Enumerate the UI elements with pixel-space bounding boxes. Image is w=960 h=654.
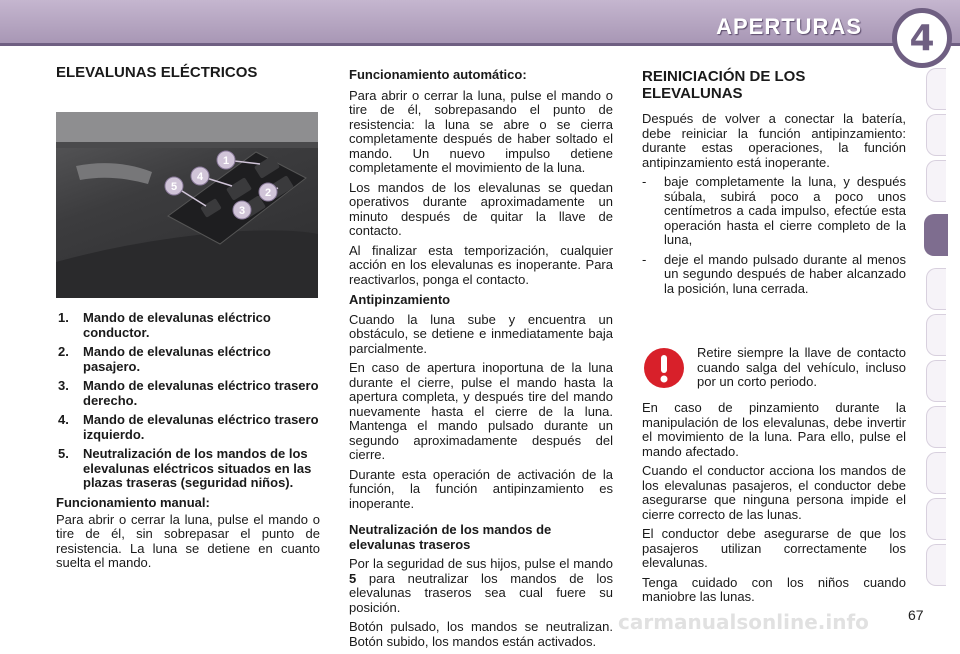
tab[interactable] [926, 68, 946, 110]
auto-paragraph-1: Para abrir o cerrar la luna, pulse el mando o tire de él, sobrepasando el punto de resistencia: la luna se abre o se cierra completamente después de haber soltado el mando. Un nuevo impulso detiene completamente el movimiento de la luna. [349, 87, 613, 175]
manual-text: Para abrir o cerrar la luna, pulse el mando o tire de él, sin sobrepasar el punto de resistencia. La luna se detiene en cuanto suelta el mando. [56, 511, 320, 570]
callout-4 [191, 167, 209, 185]
reset-intro: Después de volver a conectar la batería, debe reiniciar la función antipinzamiento: durante estas operaciones, la función antipinzamiento está inoperante. [642, 111, 906, 170]
list-item: 3. Mando de elevalunas eléctrico trasero derecho. [58, 378, 319, 408]
callout-3 [233, 201, 251, 219]
door-handle [76, 163, 152, 184]
button-ref-5: 5 [349, 570, 357, 586]
list-item: - deje el mando pulsado durante al menos un segundo después de haber alcanzado la posición, luna cerrada. [642, 251, 906, 296]
heading-electric-windows: ELEVALUNAS ELÉCTRICOS [56, 64, 258, 81]
list-item: 4. Mando de elevalunas eléctrico trasero izquierdo. [58, 412, 319, 442]
watermark: carmanualsonline.info [618, 610, 869, 634]
rear-lock-title: Neutralización de los mandos de elevalunas traseros [349, 522, 552, 552]
tab[interactable] [926, 498, 946, 540]
door-panel-illustration [56, 112, 318, 298]
numbered-legend [58, 311, 320, 496]
manual-title: Funcionamiento manual: [56, 495, 210, 510]
list-item: 5. Neutralización de los mandos de los elevalunas eléctricos situados en las plazas traseras (seguridad niños). [58, 446, 312, 490]
antipinch-title: Antipinzamiento [349, 292, 451, 307]
chapter-tabs [926, 68, 946, 598]
callout-5 [165, 177, 183, 195]
callout-2 [259, 183, 277, 201]
column-3 [642, 68, 906, 301]
warning-paragraph-4: El conductor debe asegurarse de que los pasajeros utilizan correctamente los elevalunas. [642, 526, 906, 570]
antipinch-paragraph-1: Cuando la luna sube y encuentra un obstáculo, se detiene e inmediatamente baja parcialmente. [349, 311, 613, 356]
chapter-badge: 4 [892, 8, 952, 68]
tab[interactable] [926, 114, 946, 156]
svg-text:5: 5 [170, 181, 178, 193]
manual-operation-section [56, 496, 320, 576]
svg-text:4: 4 [196, 171, 204, 183]
door-fabric [56, 112, 318, 146]
warning-paragraph-5: Tenga cuidado con los niños cuando maniobre las lunas. [642, 574, 906, 604]
callout-1 [217, 151, 235, 169]
auto-title: Funcionamiento automático: [349, 67, 527, 82]
antipinch-paragraph-2: En caso de apertura inoportuna de la luna durante el cierre, pulse el mando hasta la apertura completa, y después tire del mando nuevamente hasta el cierre de la luna. Mantenga el mando pulsado durante un segundo aproximadamente después del cierre. [349, 360, 613, 462]
warning-paragraph-2: En caso de pinzamiento durante la manipulación de los elevalunas, debe invertir el movimiento de la luna. Para ello, pulse el mando afectado. [642, 400, 906, 459]
warning-text-1: Retire siempre la llave de contacto cuando salga del vehículo, incluso por un corto periodo. [697, 345, 906, 389]
tab[interactable] [926, 160, 946, 202]
tab[interactable] [926, 544, 946, 586]
rear-lock-paragraph-2: Botón pulsado, los mandos se neutralizan. Botón subido, los mandos están activados. [349, 619, 613, 649]
auto-paragraph-3: Al finalizar esta temporización, cualquier acción en los elevalunas es inoperante. Para reactivarlos, ponga el contacto. [349, 242, 613, 287]
tab[interactable] [926, 314, 946, 356]
svg-text:2: 2 [264, 187, 272, 199]
list-item: 1. Mando de elevalunas eléctrico conductor. [58, 310, 271, 340]
svg-text:3: 3 [238, 205, 246, 217]
list-item: - baje completamente la luna, y después súbala, subirá poco a poco unos centímetros a cada impulso, efectúe esta operación hasta el cierre completo de la luna, [642, 174, 906, 247]
tab[interactable] [926, 268, 946, 310]
armrest [56, 230, 318, 298]
antipinch-paragraph-3: Durante esta operación de activación de la función, la función antipinzamiento es inoperante. [349, 466, 613, 511]
window-switch-photo [56, 112, 318, 298]
tab[interactable] [926, 360, 946, 402]
warning-paragraph-3: Cuando el conductor acciona los mandos de los elevalunas pasajeros, el conductor debe asegurarse que ninguna persona impide el cierre correcto de las lunas. [642, 463, 906, 522]
page-number: 67 [908, 607, 924, 623]
column-2 [349, 68, 613, 654]
warning-icon [644, 348, 684, 388]
column-1 [56, 64, 320, 81]
svg-text:1: 1 [222, 155, 230, 167]
tab[interactable] [926, 406, 946, 448]
reset-heading: REINICIACIÓN DE LOS ELEVALUNAS [642, 68, 806, 102]
tab[interactable] [926, 452, 946, 494]
list-item: 2. Mando de elevalunas eléctrico pasajero. [58, 344, 271, 374]
warning-section [642, 401, 906, 610]
auto-paragraph-2: Los mandos de los elevalunas se quedan operativos durante aproximadamente un minuto después de quitar la llave de contacto. [349, 179, 613, 238]
rear-lock-paragraph-1: Por la seguridad de sus hijos, pulse el mando 5 para neutralizar los mandos de los elevalunas traseros sea cual fuere su posición. [349, 556, 613, 615]
tab-active[interactable] [924, 214, 948, 256]
section-title: APERTURAS [716, 14, 862, 39]
